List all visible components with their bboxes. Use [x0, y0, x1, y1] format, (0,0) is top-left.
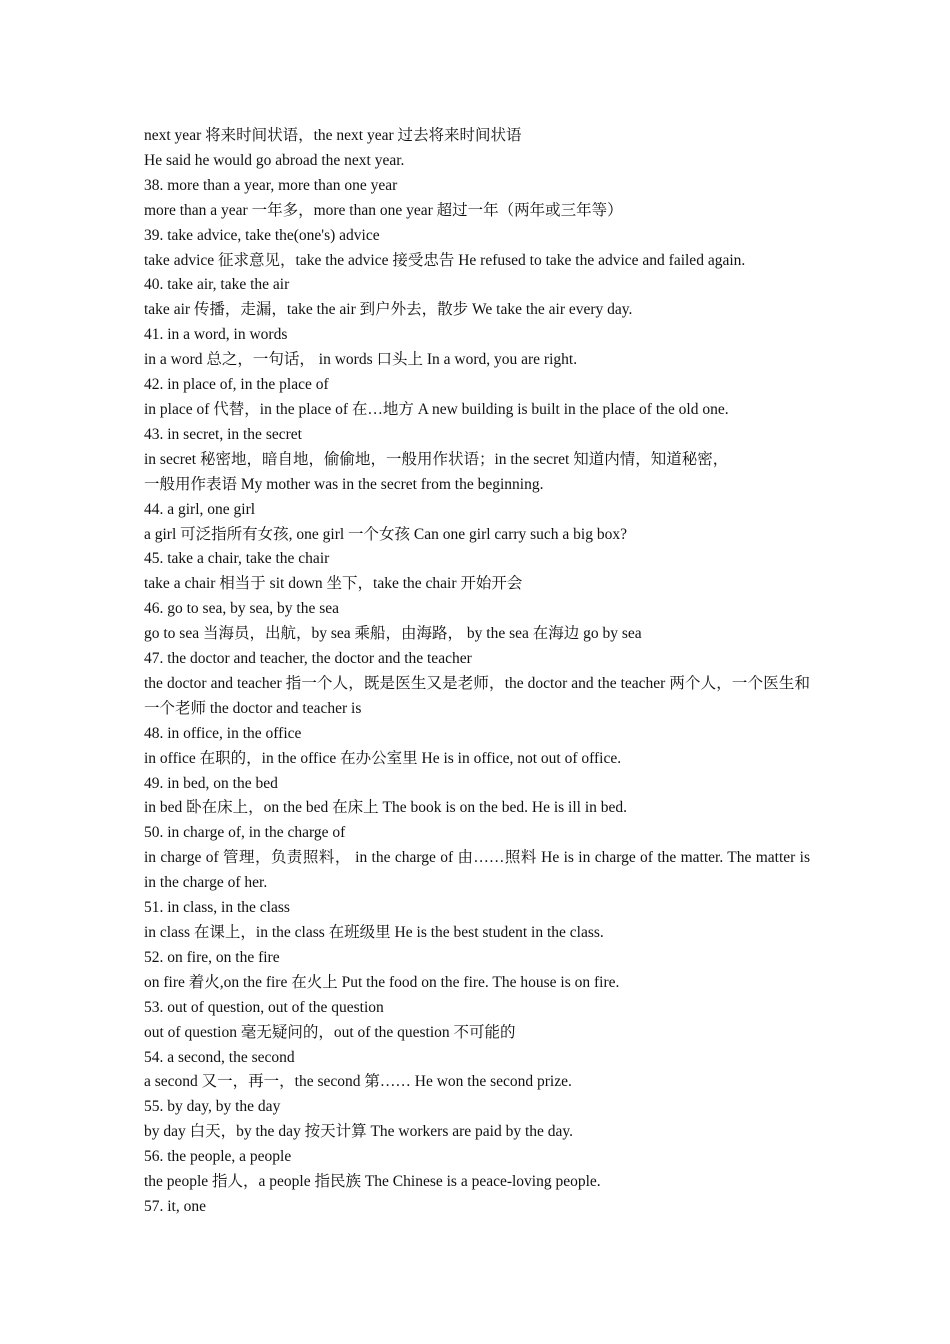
item-explanation-47: the doctor and teacher 指一个人，既是医生又是老师，the doctor and the teacher 两个人，一个医生和一个老师 the doctor and teacher is — [144, 674, 810, 717]
text-line: next year 将来时间状语，the next year 过去将来时间状语 — [144, 127, 522, 144]
item-explanation-43-cont: 一般用作表语 My mother was in the secret from the beginning. — [144, 475, 544, 493]
document-body — [144, 124, 810, 1220]
item-heading-47: 47. the doctor and teacher, the doctor and the teacher — [144, 650, 472, 668]
item-heading-40: 40. take air, take the air — [144, 276, 290, 294]
item-heading-39: 39. take advice, take the(one's) advice — [144, 226, 380, 244]
item-heading-45: 45. take a chair, take the chair — [144, 550, 330, 568]
item-heading-53: 53. out of question, out of the question — [144, 998, 384, 1016]
item-explanation-45: take a chair 相当于 sit down 坐下，take the chair 开始开会 — [144, 575, 523, 593]
item-explanation-46: go to sea 当海员，出航，by sea 乘船，由海路， by the sea 在海边 go by sea — [144, 625, 642, 643]
item-explanation-38: more than a year 一年多，more than one year 超过一年（两年或三年等） — [144, 201, 623, 219]
item-explanation-42: in place of 代替，in the place of 在…地方 A new building is built in the place of the old one. — [144, 400, 729, 418]
item-heading-56: 56. the people, a people — [144, 1148, 292, 1166]
item-heading-44: 44. a girl, one girl — [144, 500, 256, 518]
item-heading-38: 38. more than a year, more than one year — [144, 176, 398, 194]
item-explanation-39: take advice 征求意见，take the advice 接受忠告 He refused to take the advice and failed again. — [144, 251, 746, 269]
item-explanation-50: in charge of 管理，负责照料， in the charge of 由……照料 He is in charge of the matter. The matter is in the charge of her. — [144, 849, 810, 892]
item-explanation-44: a girl 可泛指所有女孩, one girl 一个女孩 Can one girl carry such a big box? — [144, 525, 627, 543]
item-explanation-52: on fire 着火,on the fire 在火上 Put the food on the fire. The house is on fire. — [144, 973, 620, 991]
item-explanation-54: a second 又一，再一，the second 第…… He won the second prize. — [144, 1073, 572, 1091]
item-explanation-56: the people 指人，a people 指民族 The Chinese is a peace-loving people. — [144, 1173, 601, 1191]
item-heading-46: 46. go to sea, by sea, by the sea — [144, 600, 339, 618]
item-heading-43: 43. in secret, in the secret — [144, 425, 302, 443]
item-heading-41: 41. in a word, in words — [144, 326, 288, 344]
item-heading-42: 42. in place of, in the place of — [144, 376, 329, 394]
item-explanation-51: in class 在课上，in the class 在班级里 He is the best student in the class. — [144, 924, 604, 941]
item-explanation-53: out of question 毫无疑问的，out of the question 不可能的 — [144, 1023, 516, 1041]
item-heading-48: 48. in office, in the office — [144, 724, 302, 742]
item-explanation-40: take air 传播，走漏，take the air 到户外去，散步 We take the air every day. — [144, 301, 633, 319]
item-heading-55: 55. by day, by the day — [144, 1098, 281, 1116]
item-explanation-48: in office 在职的，in the office 在办公室里 He is in office, not out of office. — [144, 749, 622, 767]
item-heading-57: 57. it, one — [144, 1197, 206, 1215]
item-heading-50: 50. in charge of, in the charge of — [144, 824, 346, 842]
item-explanation-55: by day 白天，by the day 按天计算 The workers are paid by the day. — [144, 1123, 574, 1141]
example-sentence: He said he would go abroad the next year. — [144, 151, 405, 169]
item-explanation-49: in bed 卧在床上，on the bed 在床上 The book is on the bed. He is ill in bed. — [144, 799, 628, 817]
item-heading-52: 52. on fire, on the fire — [144, 948, 280, 966]
item-explanation-41: in a word 总之，一句话， in words 口头上 In a word, you are right. — [144, 351, 578, 369]
item-explanation-43: in secret 秘密地，暗自地，偷偷地，一般用作状语；in the secret 知道内情，知道秘密， — [144, 450, 729, 468]
item-heading-49: 49. in bed, on the bed — [144, 774, 278, 792]
item-heading-51: 51. in class, in the class — [144, 899, 290, 917]
item-heading-54: 54. a second, the second — [144, 1048, 295, 1066]
